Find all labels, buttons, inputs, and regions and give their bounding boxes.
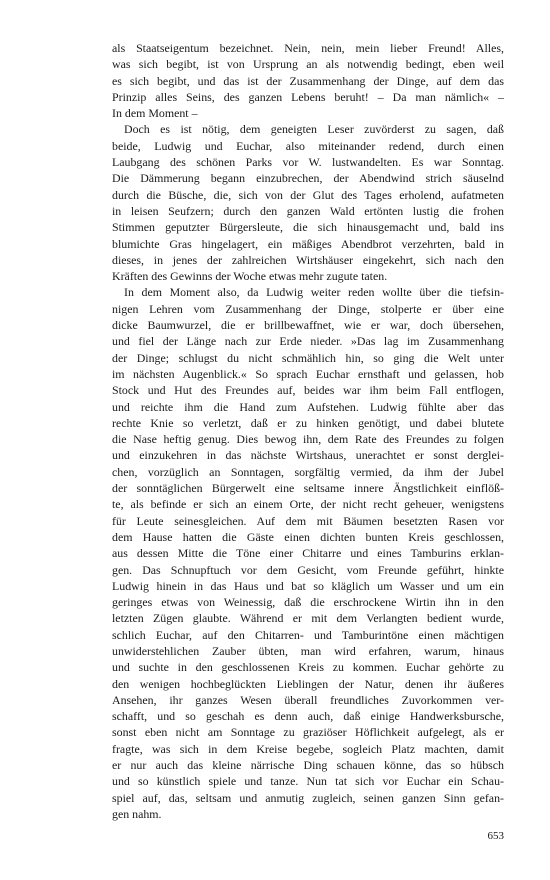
text-line: gen nahm. [112,806,162,821]
text-line: als Staatseigentum bezeichnet. Nein, nein, mein lieber Freund! Alles, [112,41,504,55]
text-line: dieses, in jenes der zahlreichen Wirtshäuser eingekehrt, sich nach den [112,252,504,267]
text-line: Ansehen, ihr ganzes Wesen überall freundliches Zuvorkommen ver- [112,692,504,707]
text-line: blumichte Gras hingelagert, ein mäßiges Abendbrot verzehrten, bald in [112,236,504,251]
text-line: nigen Lehren vom Zusammenhang der Dinge, stolperte er über eine [112,301,504,316]
text-line: für Leute seinesgleichen. Auf dem mit Bäumen besetzten Rasen vor [112,513,504,528]
text-line: und suchte in den geschlossenen Kreis zu kommen. Euchar gehörte zu [112,660,504,675]
text-line: Doch es ist nötig, dem geneigten Leser zuvörderst zu sagen, daß [124,122,504,137]
text-line: was sich begibt, ist von Ursprung an als notwendig bedingt, eben weil [112,57,504,72]
text-line: Stimmen geputzter Bürgersleute, die sich hinausgemacht und, bald ins [112,220,504,235]
text-line: im nächsten Augenblick.« So sprach Euchar ernsthaft und gelassen, hob [112,366,504,381]
text-line: letzten Zügen glaubte. Während er mit dem Verlangten bedient wurde, [112,611,504,626]
text-line: er nur auch das kleine närrische Ding schauen könne, das so hübsch [112,758,504,773]
text-line: Prinzip alles Seins, des ganzen Lebens beruht! – Da man nämlich« – [112,89,504,104]
text-line: Ludwig hinein in das Haus und bat so kläglich um Wasser und um ein [112,578,504,593]
text-line: durch die Büsche, die, sich von der Glut des Tages erholend, aufatmeten [112,187,504,202]
text-line: fragte, was sich in dem Kreise begebe, sogleich Platz machten, damit [112,741,504,756]
text-line: In dem Moment – [112,106,198,121]
text-line: In dem Moment also, da Ludwig weiter reden wollte über die tiefsin- [124,285,504,300]
text-line: te, als befinde er sich an einem Orte, der nicht recht geheuer, wenigstens [112,497,504,512]
text-line: in leisen Seufzern; durch den ganzen Wald ertönten lustig die frohen [112,203,504,218]
text-line: und einzukehren in das nächste Wirtshaus, unerachtet er sonst derglei- [112,448,504,463]
text-line: es sich begibt, und das ist der Zusammenhang der Dinge, auf dem das [112,73,504,88]
text-line: sonst eben nicht am Sonntage zu graziöser Höflichkeit aufgelegt, als er [112,725,504,740]
text-line: und fiel der Länge nach zur Erde nieder. »Das lag im Zusammenhang [112,334,504,349]
text-line: beide, Ludwig und Euchar, also miteinander redend, durch einen [112,138,504,153]
text-line: schafft, und so geschah es denn auch, daß einige Handwerksbursche, [112,709,504,724]
text-line: dicke Baumwurzel, die er brillbewaffnet, wie er war, doch übersehen, [112,318,504,333]
page-text [112,40,504,822]
text-line: Kräften des Gewinns der Woche etwas mehr zugute taten. [112,269,388,284]
text-line: geringes etwas von Weinessig, daß die erschrockene Wirtin ihn in den [112,595,504,610]
text-line: der Dinge; schlugst du nicht schmählich hin, so ging die Welt unter [112,350,504,365]
text-line: den wenigen hochbeglückten Lieblingen der Natur, denen ihr äußeres [112,676,504,691]
text-line: Stock und Hut des Freundes auf, beides war ihm beim Fall entflogen, [112,383,504,398]
text-line: schlich Euchar, auf den Chitarren- und Tamburintöne einen mächtigen [112,627,504,642]
paragraph [112,121,504,284]
paragraph [112,284,504,822]
text-line: der sonntäglichen Bürgerwelt eine seltsame innere Ängstlichkeit einflöß- [112,481,504,496]
text-line: Die Dämmerung begann einzubrechen, der Abendwind strich säuselnd [112,171,504,186]
text-line: rechte Knie so verletzt, daß er zu hinken genötigt, und dabei blutete [112,415,504,430]
text-line: gen. Das Schnupftuch vor dem Gesicht, vom Freunde geführt, hinkte [112,562,504,577]
text-line: und reichte ihm die Hand zum Aufstehen. Ludwig fühlte aber das [112,399,504,414]
text-line: aus dessen Mitte die Töne einer Chitarre und eines Tamburins erklan- [112,546,504,561]
text-line: Laubgang des schönen Parks vor W. lustwandelten. Es war Sonntag. [112,155,504,170]
text-line: unwiderstehlichen Zauber übten, man wird erfahren, warum, hinaus [112,643,504,658]
text-line: und so künstlich spiele und tanze. Nun tat sich vor Euchar ein Schau- [112,774,504,789]
text-line: dem Hause hatten die Gäste einen dichten bunten Kreis geschlossen, [112,529,504,544]
text-line: spiel auf, das, seltsam und anmutig zugleich, seinen ganzen Sinn gefan- [112,790,504,805]
text-line: die Nase heftig genug. Dies bewog ihn, dem Rate des Freundes zu folgen [112,432,504,447]
text-line: chen, vorzüglich an Sonntagen, sorgfältig vermied, da ihm der Jubel [112,464,504,479]
page-number: 653 [487,830,504,842]
paragraph [112,40,504,121]
